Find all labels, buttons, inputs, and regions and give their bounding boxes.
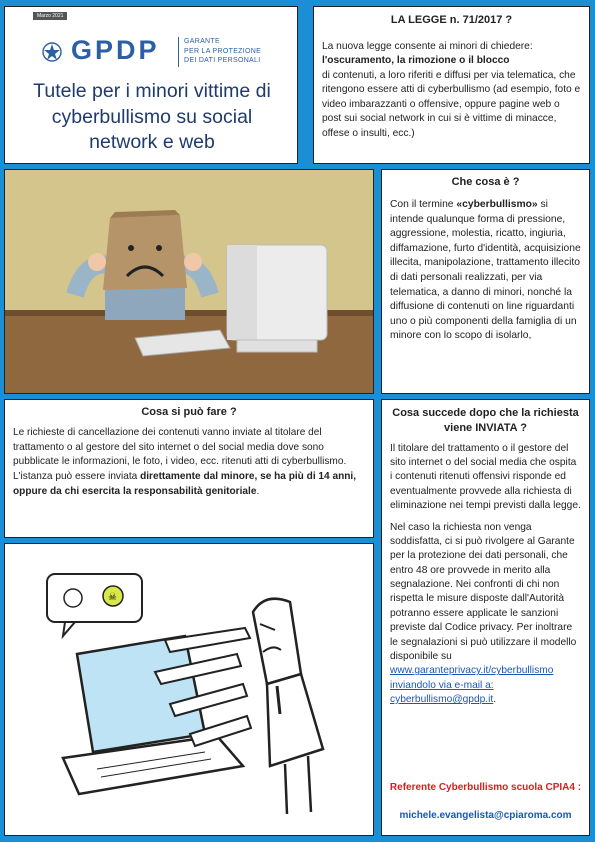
emblem-icon (41, 39, 63, 65)
legge-text: La nuova legge consente ai minori di chiedere: l'oscuramento, la rimozione o il blocco di contenuti, a loro riferiti e diffusi per via telematica, che ritengono essere atti di cyberbullismo (ad esempio, foto e video imbarazzanti o offensive, oppure pagine web o post sui social network in cui si è vittime di minacce, offese o insulti, ecc.) (322, 41, 581, 139)
logo-subtitle: GARANTE PER LA PROTEZIONE DEI DATI PERSONALI (184, 38, 262, 64)
cosa-fare-title: Cosa si può fare ? (141, 406, 237, 418)
cosa-fare-text: Le richieste di cancellazione dei contenuti vanno inviate al titolare del trattamento o al gestore del sito internet o del social media dove sono pubblicate le informazioni, le foto, i video, ecc. ritenuti atti di cyberbullismo. L'istanza può essere inviata direttamente dal minore, se ha più di 14 anni, oppure da chi esercita la responsabilità genitoriale. (13, 427, 357, 497)
legge-title: LA LEGGE n. 71/2017 ? (390, 14, 513, 26)
garante-link[interactable]: www.garanteprivacy.it/cyberbullismo (390, 665, 554, 677)
referente-label: Referente Cyberbullismo scuola CPIA4 : (389, 782, 582, 793)
dopo-box (381, 399, 590, 836)
dopo-para1: Il titolare del trattamento o il gestore del sito internet o del social media che ospita i contenuti ritenuti offensivi risponde ed eventualmente provvede alla richiesta di eliminazione nei tempi previsti dalla legge. (390, 442, 581, 512)
logo (41, 33, 271, 73)
svg-text:☠: ☠ (108, 592, 117, 603)
page-title: Tutele per i minori vittime di cyberbullismo su social network e web (33, 80, 271, 153)
legge-box (313, 6, 590, 164)
photo-box (4, 169, 374, 394)
dopo-text (390, 442, 581, 708)
cosa-e-box (381, 169, 590, 394)
bag-head-kid-photo (5, 170, 374, 394)
email-link[interactable]: cyberbullismo@gpdp.it (390, 694, 494, 706)
header-box (4, 6, 298, 164)
cosa-e-title: Che cosa è ? (451, 176, 520, 188)
dopo-title: Cosa succede dopo che la richiesta viene INVIATA ? (392, 407, 579, 434)
cyberbullying-illustration (5, 544, 374, 836)
referente-email[interactable]: michele.evangelista@cpiaroma.com (399, 810, 572, 821)
dopo-para2: Nel caso la richiesta non venga soddisfatta, ci si può rivolgere al Garante per la protezione dei dati personali, che entro 48 ore provvede in merito alla segnalazione. Nei confronti di chi non rispetta le misure disposte dall'Autorità potranno essere applicate le sanzioni previste dal Codice privacy. Per inoltrare le segnalazioni si può utilizzare il modello disponibile su www.garanteprivacy.it/cyberbullismo inviandolo via e-mail a: cyberbullismo@gpdp.it. (390, 521, 577, 706)
logo-text: GPDP (71, 35, 160, 65)
cosa-e-text: Con il termine «cyberbullismo» si intende qualunque forma di pressione, aggressione, molestia, ricatto, ingiuria, diffamazione, furto d'identità, acquisizione illecita, manipolazione, trattamento illecito di dati personali realizzati, per via telematica, a danno di minori, nonché la diffusione di contenuti on line riguardanti uno o più componenti della famiglia di un minore con lo scopo di isolarlo, (390, 199, 581, 342)
cosa-fare-box (4, 399, 374, 538)
date-tag: Marzo 2021 (33, 12, 67, 20)
illustration-box (4, 543, 374, 836)
logo-divider (178, 37, 179, 67)
